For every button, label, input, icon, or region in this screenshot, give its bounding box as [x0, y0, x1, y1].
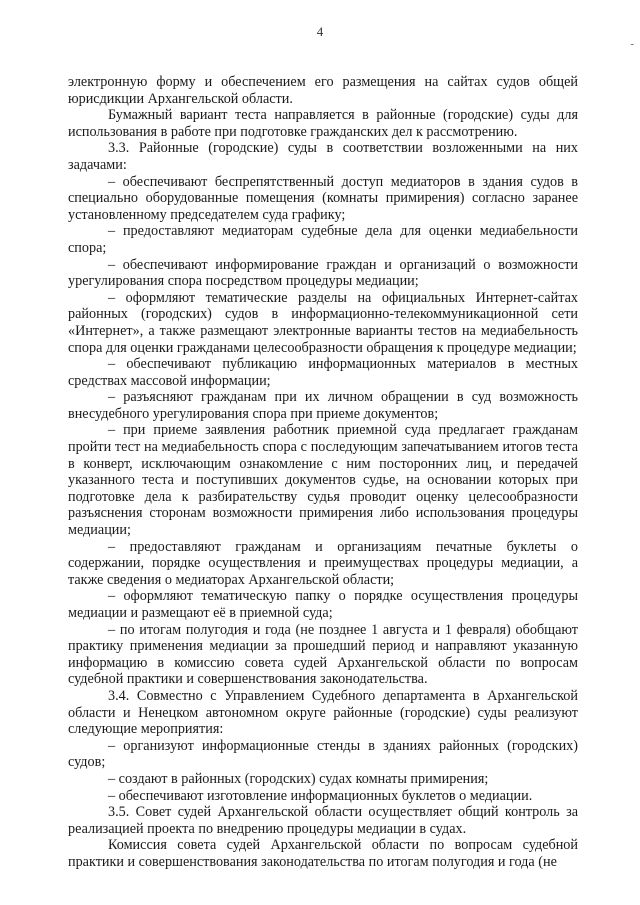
list-item: – обеспечивают изготовление информационных буклетов о медиации. — [108, 787, 533, 804]
page-number: 4 — [316, 24, 324, 39]
list-item: – при приеме заявления работник приемной суда предлагает гражданам пройти тест на медиабельность спора с последующим запечатыванием итогов теста в конверт, исключающим ознакомление с ним посторонних лиц, и передачей указанного теста и поступивших документов судье, на основании которых при подготовке дела к разбирательству судья проводит оценку целесообразности разъяснения сторонам возможности примирения либо использования процедуры медиации; — [68, 422, 578, 539]
list-item: – создают в районных (городских) судах комнаты примирения; — [108, 770, 489, 787]
document-body — [68, 74, 578, 871]
list-item: – предоставляют гражданам и организациям печатные буклеты о содержании, порядке осуществления и преимуществах процедуры медиации, а также сведения о медиаторах Архангельской области; — [68, 538, 578, 588]
list-item: – организуют информационные стенды в зданиях районных (городских) судов; — [68, 737, 578, 771]
list-item: – обеспечивают информирование граждан и организаций о возможности урегулирования спора посредством процедуры медиации; — [68, 256, 578, 290]
list-item: – по итогам полугодия и года (не позднее 1 августа и 1 февраля) обобщают практику применения медиации за прошедший период и направляют указанную информацию в комиссию совета судей Архангельской области по вопросам судебной практики и совершенствования законодательства. — [68, 621, 578, 688]
list-item: – разъясняют гражданам при их личном обращении в суд возможность внесудебного урегулирования спора при приеме документов; — [68, 389, 578, 422]
list-item: – обеспечивают публикацию информационных материалов в местных средствах массовой информации; — [68, 356, 578, 389]
section-heading: 3.5. Совет судей Архангельской области осуществляет общий контроль за реализацией проекта по внедрению процедуры медиации в судах. — [68, 804, 578, 837]
section-heading: 3.3. Районные (городские) суды в соответствии возложенными на них задачами: — [68, 140, 578, 173]
edge-mark: - — [630, 38, 634, 50]
list-item: – предоставляют медиаторам судебные дела для оценки медиабельности спора; — [68, 223, 578, 256]
list-item: – обеспечивают беспрепятственный доступ медиаторов в здания судов в специально оборудованные помещения (комнаты примирения) согласно заранее установленному председателем суда графику; — [68, 173, 578, 223]
list-item: – оформляют тематические разделы на официальных Интернет-сайтах районных (городских) судов в информационно-телекоммуникационной сети «Интернет», а также размещают электронные варианты тестов на медиабельность спора для оценки гражданами целесообразности обращения к процедуре медиации; — [68, 289, 578, 356]
section-heading: 3.4. Совместно с Управлением Судебного департамента в Архангельской области и Ненецком автономном округе районные (городские) суды реализуют следующие мероприятия: — [68, 687, 578, 738]
list-item: – оформляют тематическую папку о порядке осуществления процедуры медиации и размещают её в приемной суда; — [68, 588, 578, 621]
paragraph: Комиссия совета судей Архангельской области по вопросам судебной практики и совершенствования законодательства по итогам полугодия и года (не — [68, 837, 578, 870]
paragraph: электронную форму и обеспечением его размещения на сайтах судов общей юрисдикции Архангельской области. — [68, 74, 578, 107]
paragraph: Бумажный вариант теста направляется в районные (городские) суды для использования в работе при подготовке гражданских дел к рассмотрению. — [68, 107, 578, 140]
